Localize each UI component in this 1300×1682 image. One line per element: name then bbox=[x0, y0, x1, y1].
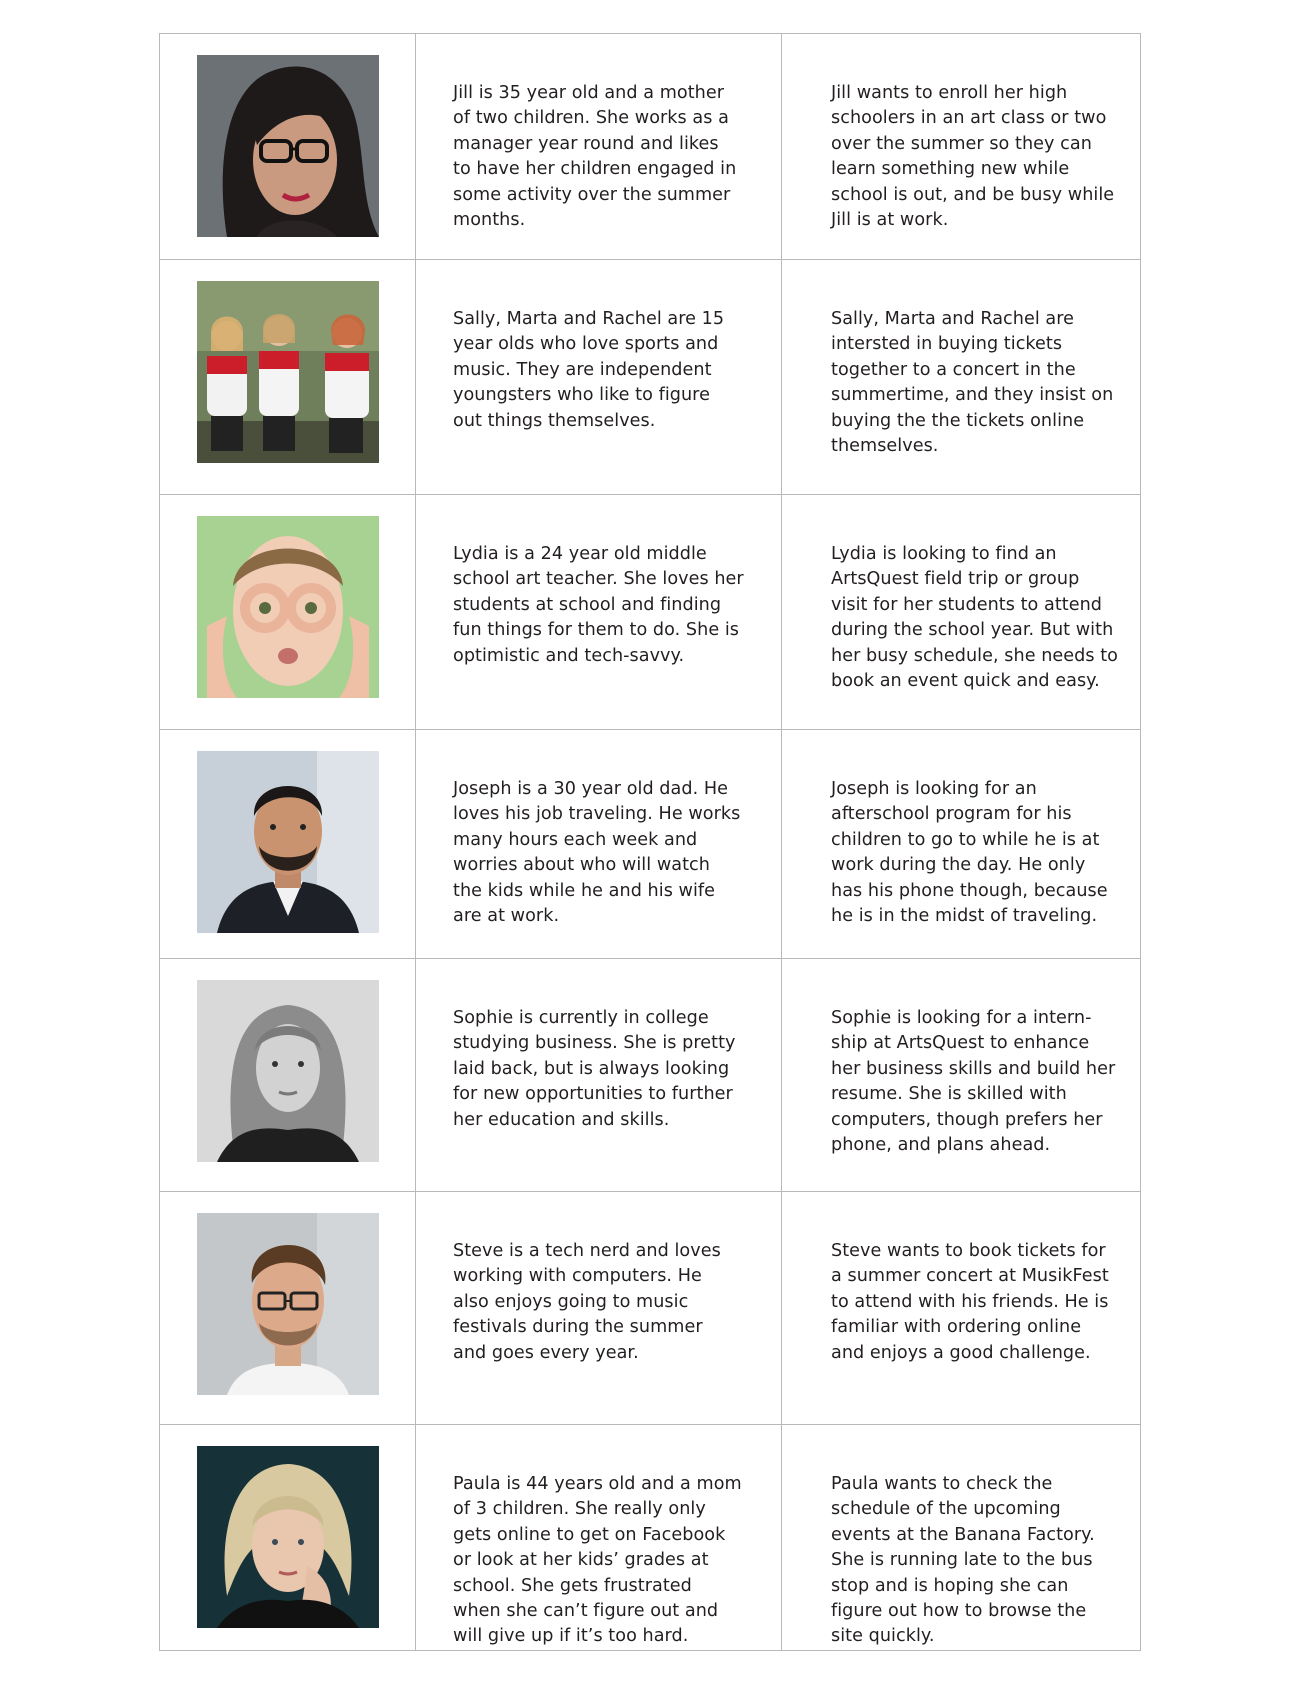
persona-photo bbox=[197, 1213, 379, 1395]
persona-goal: Lydia is looking to find an ArtsQuest field trip or group visit for her students to attend during the school year. But with her busy schedule, she needs to book an event quick and easy. bbox=[782, 495, 1141, 730]
persona-goal: Jill wants to enroll her high schoolers in an art class or two over the summer so they can learn something new while school is out, and be busy while Jill is at work. bbox=[782, 34, 1141, 260]
persona-photo bbox=[197, 516, 379, 698]
persona-row bbox=[160, 260, 1141, 495]
persona-description: Steve is a tech nerd and loves working with computers. He also enjoys going to music festivals during the summer and goes every year. bbox=[416, 1192, 782, 1425]
photo-cell bbox=[160, 959, 416, 1192]
persona-description: Sophie is currently in college studying business. She is pretty laid back, but is always looking for new opportunities to further her education and skills. bbox=[416, 959, 782, 1192]
persona-photo bbox=[197, 281, 379, 463]
persona-description: Lydia is a 24 year old middle school art teacher. She loves her students at school and finding fun things for them to do. She is optimistic and tech-savvy. bbox=[416, 495, 782, 730]
persona-row bbox=[160, 1425, 1141, 1651]
persona-row bbox=[160, 1192, 1141, 1425]
persona-description: Paula is 44 years old and a mom of 3 children. She really only gets online to get on Facebook or look at her kids’ grades at school. She gets frustrated when she can’t figure out and will give up if it’s too hard. bbox=[416, 1425, 782, 1651]
persona-description: Joseph is a 30 year old dad. He loves his job traveling. He works many hours each week and worries about who will watch the kids while he and his wife are at work. bbox=[416, 730, 782, 959]
persona-row bbox=[160, 730, 1141, 959]
photo-cell bbox=[160, 260, 416, 495]
persona-goal: Paula wants to check the schedule of the upcoming events at the Banana Factory. She is running late to the bus stop and is hoping she can figure out how to browse the site quickly. bbox=[782, 1425, 1141, 1651]
persona-goal: Steve wants to book tickets for a summer concert at MusikFest to attend with his friends. He is familiar with ordering online and enjoys a good challenge. bbox=[782, 1192, 1141, 1425]
photo-cell bbox=[160, 1192, 416, 1425]
persona-photo bbox=[197, 1446, 379, 1628]
persona-row bbox=[160, 34, 1141, 260]
persona-table bbox=[159, 33, 1141, 1651]
photo-cell bbox=[160, 495, 416, 730]
persona-row bbox=[160, 495, 1141, 730]
persona-photo bbox=[197, 751, 379, 933]
persona-photo bbox=[197, 55, 379, 237]
persona-goal: Sophie is looking for a intern- ship at ArtsQuest to enhance her business skills and build her resume. She is skilled with computers, though prefers her phone, and plans ahead. bbox=[782, 959, 1141, 1192]
photo-cell bbox=[160, 730, 416, 959]
persona-photo bbox=[197, 980, 379, 1162]
photo-cell bbox=[160, 34, 416, 260]
persona-row bbox=[160, 959, 1141, 1192]
persona-description: Jill is 35 year old and a mother of two children. She works as a manager year round and likes to have her children engaged in some activity over the summer months. bbox=[416, 34, 782, 260]
persona-goal: Sally, Marta and Rachel are intersted in buying tickets together to a concert in the summertime, and they insist on buying the the tickets online themselves. bbox=[782, 260, 1141, 495]
photo-cell bbox=[160, 1425, 416, 1651]
persona-description: Sally, Marta and Rachel are 15 year olds who love sports and music. They are independent youngsters who like to figure out things themselves. bbox=[416, 260, 782, 495]
persona-goal: Joseph is looking for an afterschool program for his children to go to while he is at work during the day. He only has his phone though, because he is in the midst of traveling. bbox=[782, 730, 1141, 959]
